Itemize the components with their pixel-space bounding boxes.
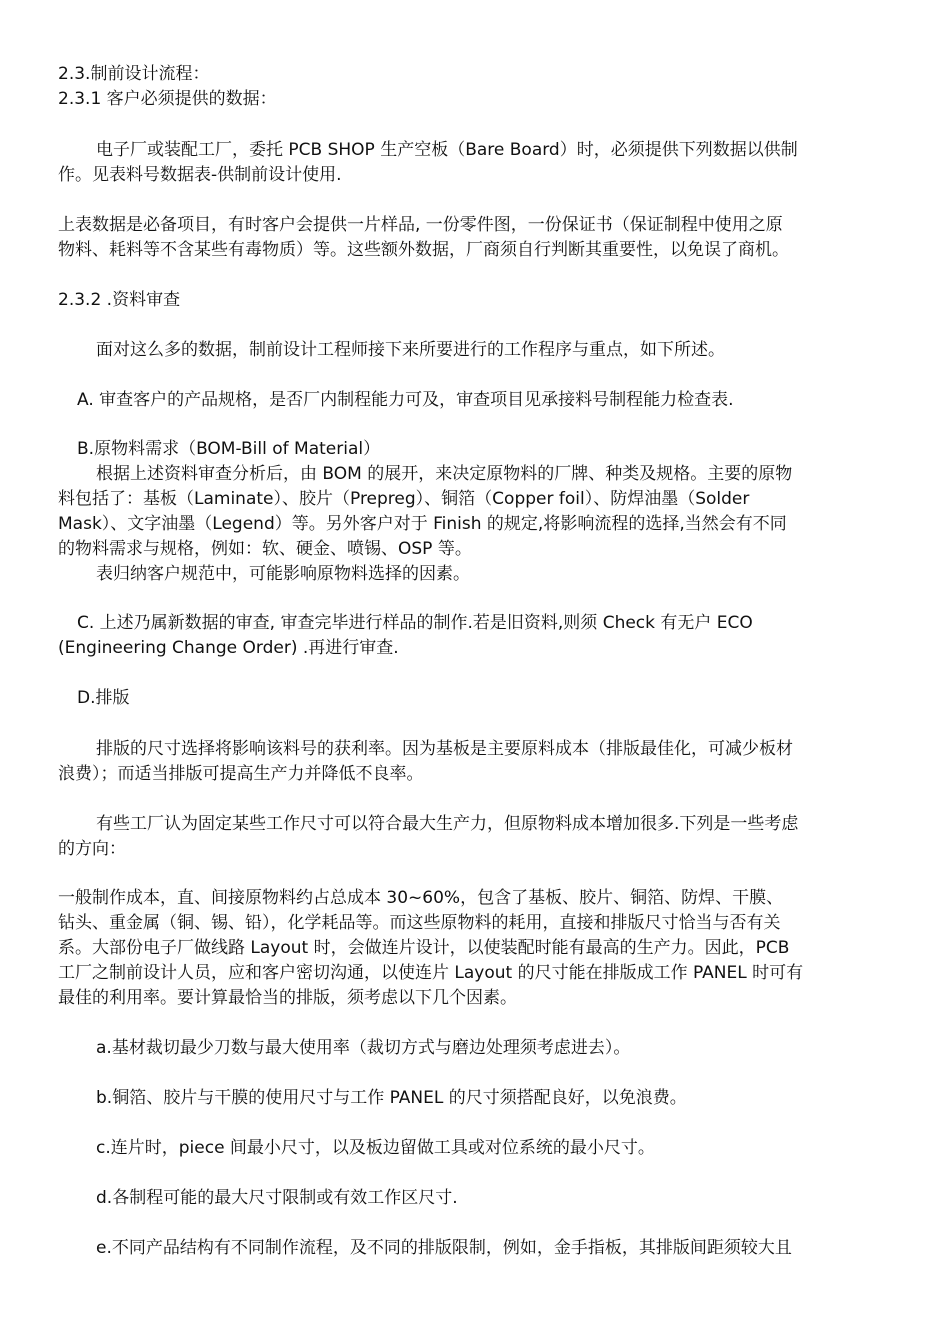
paragraph-line: 上表数据是必备项目，有时客户会提供一片样品, 一份零件图，一份保证书（保证制程中使用之原: [58, 215, 783, 235]
paragraph-line: 物料、耗料等不含某些有毒物质）等。这些额外数据，厂商须自行判断其重要性，以免误了商机。: [58, 240, 789, 260]
list-item-d: d.各制程可能的最大尺寸限制或有效工作区尺寸.: [96, 1188, 458, 1208]
paragraph-line: 电子厂或装配工厂，委托 PCB SHOP 生产空板（Bare Board）时，必须提供下列数据以供制: [96, 140, 798, 160]
paragraph-line: Mask）、文字油墨（Legend）等。另外客户对于 Finish 的规定,将影响流程的选择,当然会有不同: [58, 514, 787, 534]
list-item-c-upper: C. 上述乃属新数据的审查, 审查完毕进行样品的制作.若是旧资料,则须 Check 有无户 ECO: [77, 613, 753, 633]
paragraph-line: 系。大部份电子厂做线路 Layout 时，会做连片设计，以使装配时能有最高的生产力。因此，PCB: [58, 938, 790, 958]
paragraph-line: 表归纳客户规范中，可能影响原物料选择的因素。: [96, 564, 470, 584]
section-heading-2-3-1: 2.3.1 客户必须提供的数据：: [58, 89, 277, 109]
paragraph-line: 一般制作成本，直、间接原物料约占总成本 30~60%，包含了基板、胶片、铜箔、防焊、干膜、: [58, 888, 784, 908]
paragraph-line: 排版的尺寸选择将影响该料号的获利率。因为基板是主要原料成本（排版最佳化，可减少板材: [96, 739, 793, 759]
section-heading-2-3-2: 2.3.2 .资料审查: [58, 290, 181, 310]
list-item-a: a.基材裁切最少刀数与最大使用率（裁切方式与磨边处理须考虑进去）。: [96, 1038, 631, 1058]
paragraph-line: 钻头、重金属（铜、锡、铅），化学耗品等。而这些原物料的耗用，直接和排版尺寸恰当与否有关: [58, 913, 781, 933]
list-item-a-upper: A. 审查客户的产品规格，是否厂内制程能力可及，审查项目见承接料号制程能力检查表.: [77, 390, 734, 410]
paragraph-line: 浪费）；而适当排版可提高生产力并降低不良率。: [58, 764, 424, 784]
paragraph-line: 面对这么多的数据，制前设计工程师接下来所要进行的工作程序与重点，如下所述。: [96, 340, 725, 360]
paragraph-line: 根据上述资料审查分析后，由 BOM 的展开，来决定原物料的厂牌、种类及规格。主要的原物: [96, 464, 793, 484]
list-item-b-upper: B.原物料需求（BOM-Bill of Material）: [77, 439, 381, 459]
paragraph-line: (Engineering Change Order) .再进行审查.: [58, 638, 399, 658]
list-item-e: e.不同产品结构有不同制作流程，及不同的排版限制，例如，金手指板，其排版间距须较大且: [96, 1238, 792, 1258]
paragraph-line: 料包括了：基板（Laminate）、胶片（Prepreg）、铜箔（Copper foil）、防焊油墨（Solder: [58, 489, 750, 509]
paragraph-line: 最佳的利用率。要计算最恰当的排版，须考虑以下几个因素。: [58, 988, 517, 1008]
paragraph-line: 工厂之制前设计人员，应和客户密切沟通，以使连片 Layout 的尺寸能在排版成工作 PANEL 时可有: [58, 963, 804, 983]
paragraph-line: 有些工厂认为固定某些工作尺寸可以符合最大生产力，但原物料成本增加很多.下列是一些考虑: [96, 814, 799, 834]
paragraph-line: 作。见表料号数据表-供制前设计使用.: [58, 165, 342, 185]
section-heading-2-3: 2.3.制前设计流程：: [58, 64, 210, 84]
list-item-d-upper: D.排版: [77, 688, 130, 708]
list-item-c: c.连片时，piece 间最小尺寸，以及板边留做工具或对位系统的最小尺寸。: [96, 1138, 655, 1158]
list-item-b: b.铜箔、胶片与干膜的使用尺寸与工作 PANEL 的尺寸须搭配良好，以免浪费。: [96, 1088, 687, 1108]
paragraph-line: 的物料需求与规格，例如：软、硬金、喷锡、OSP 等。: [58, 539, 472, 559]
paragraph-line: 的方向：: [58, 839, 126, 859]
